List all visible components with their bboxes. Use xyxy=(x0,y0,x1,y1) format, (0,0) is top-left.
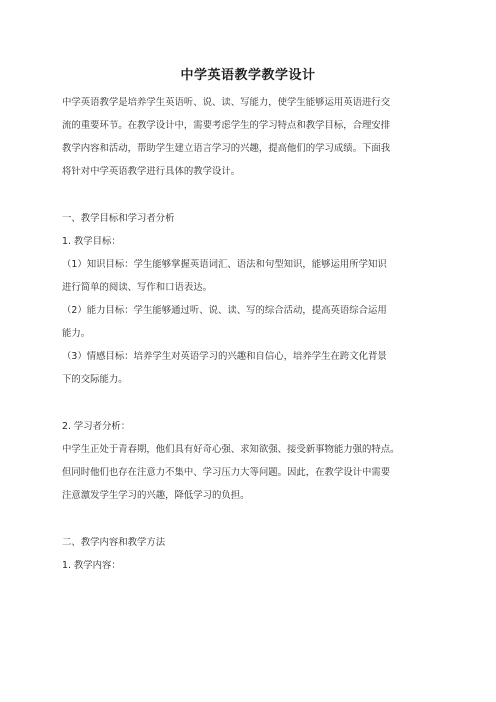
goal-ability-line-2: 能力。 xyxy=(62,328,91,339)
learners-heading: 2. 学习者分析： xyxy=(62,421,131,432)
goal-affective-line-2: 下的交际能力。 xyxy=(62,374,128,385)
goal-affective-line-1: （3）情感目标：培养学生对英语学习的兴趣和自信心，培养学生在跨文化背景 xyxy=(62,351,387,362)
learners-line-3: 注意激发学生学习的兴趣，降低学习的负担。 xyxy=(62,490,250,501)
intro-line-3: 教学内容和活动，帮助学生建立语言学习的兴趣，提高他们的学习成绩。下面我 xyxy=(62,143,391,154)
intro-line-4: 将针对中学英语教学进行具体的教学设计。 xyxy=(62,166,241,177)
intro-line-2: 流的重要环节。在教学设计中，需要考虑学生的学习特点和教学目标，合理安排 xyxy=(62,120,391,131)
section-1-heading: 一、教学目标和学习者分析 xyxy=(62,213,175,224)
goal-ability-line-1: （2）能力目标：学生能够通过听、说、读、写的综合活动，提高英语综合运用 xyxy=(62,305,387,316)
document-title: 中学英语教学教学设计 xyxy=(180,68,316,83)
learners-line-2: 但同时他们也存在注意力不集中、学习压力大等问题。因此，在教学设计中需要 xyxy=(62,467,391,478)
intro-line-1: 中学英语教学是培养学生英语听、说、读、写能力，使学生能够运用英语进行交 xyxy=(62,97,391,108)
learners-line-1: 中学生正处于青春期，他们具有好奇心强、求知欲强、接受新事物能力强的特点。 xyxy=(62,444,400,455)
goal-knowledge-line-1: （1）知识目标：学生能够掌握英语词汇、语法和句型知识，能够运用所学知识 xyxy=(62,259,387,270)
section-2-heading: 二、教学内容和教学方法 xyxy=(62,537,166,548)
content-heading: 1. 教学内容： xyxy=(62,560,121,571)
goals-heading: 1. 教学目标： xyxy=(62,236,121,247)
goal-knowledge-line-2: 进行简单的阅读、写作和口语表达。 xyxy=(62,282,213,293)
